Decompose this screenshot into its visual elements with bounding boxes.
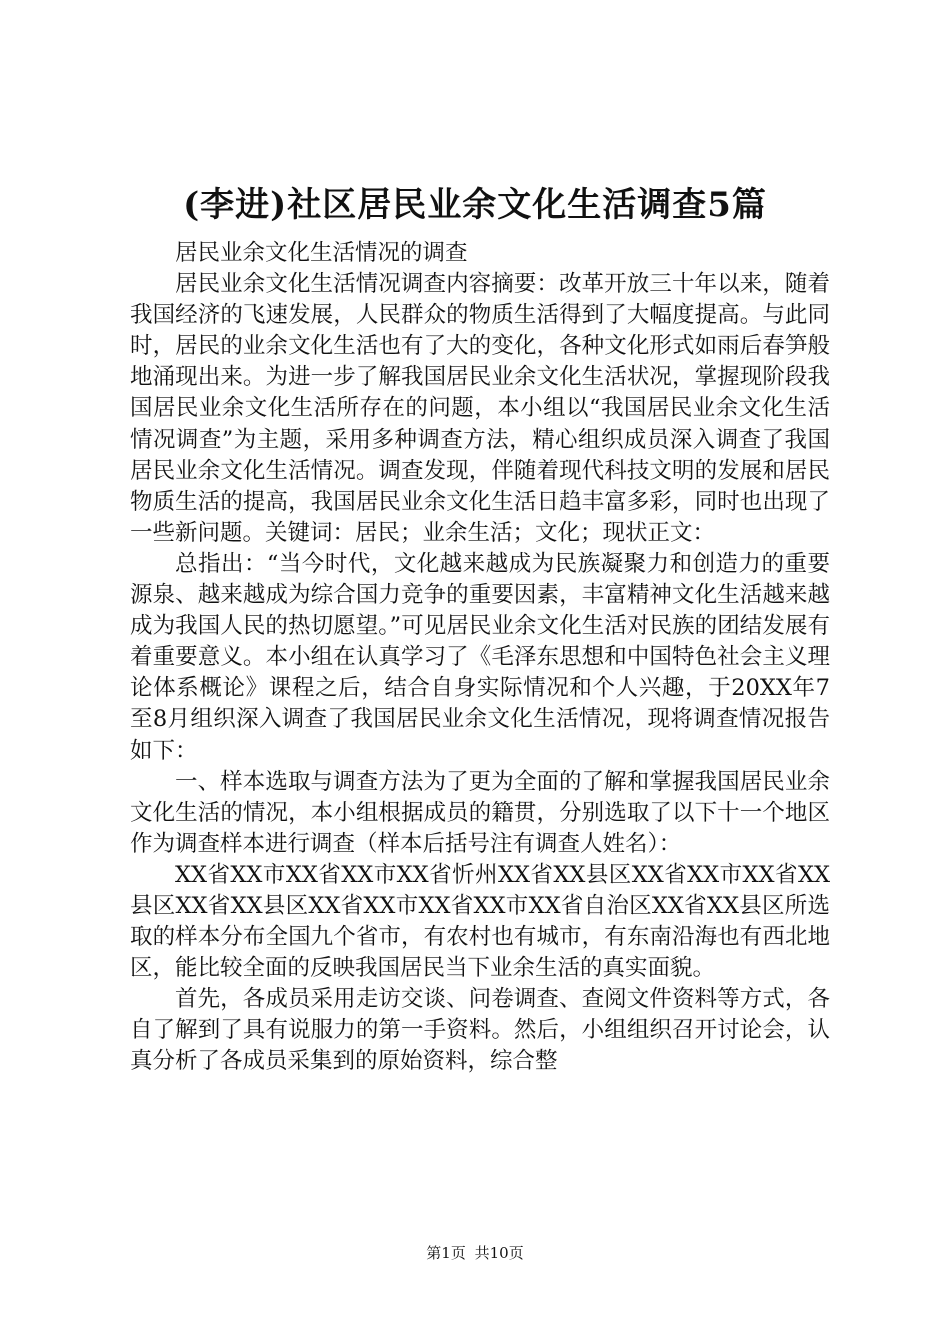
paragraph-subtitle: 居民业余文化生活情况的调查 xyxy=(175,240,468,266)
page-number: 第1页 xyxy=(426,1244,466,1262)
paragraph-samples: XX省XX市XX省XX市XX省忻州XX省XX县区XX省XX市XX省XX县区XX省XX县区XX省XX市XX省XX市XX省自治区XX省XX县区所选取的样本分布全国九个省市，有农村也有城市，有东南沿海也有西北地区，能比较全面的反映我国居民当下业余生活的真实面貌。 xyxy=(130,861,830,982)
document-body xyxy=(130,238,830,1078)
page-total: 共10页 xyxy=(474,1244,524,1262)
paragraph-intro: 总指出：“当今时代，文化越来越成为民族凝聚力和创造力的重要源泉、越来越成为综合国力竞争的重要因素，丰富精神文化生活越来越成为我国人民的热切愿望。”可见居民业余文化生活对民族的团结发展有着重要意义。本小组在认真学习了《毛泽东思想和中国特色社会主义理论体系概论》课程之后，结合自身实际情况和个人兴趣，于20XX年7至8月组织深入调查了我国居民业余文化生活情况，现将调查情况报告如下： xyxy=(130,550,830,764)
paragraph-abstract: 居民业余文化生活情况调查内容摘要：改革开放三十年以来，随着我国经济的飞速发展，人民群众的物质生活得到了大幅度提高。与此同时，居民的业余文化生活也有了大的变化，各种文化形式如雨后春笋般地涌现出来。为进一步了解我国居民业余文化生活状况，掌握现阶段我国居民业余文化生活所存在的问题，本小组以“我国居民业余文化生活情况调查”为主题，采用多种调查方法，精心组织成员深入调查了我国居民业余文化生活情况。调查发现，伴随着现代科技文明的发展和居民物质生活的提高，我国居民业余文化生活日趋丰富多彩，同时也出现了一些新问题。关键词：居民；业余生活；文化；现状正文： xyxy=(130,271,830,546)
paragraph-section-one: 一、样本选取与调查方法为了更为全面的了解和掌握我国居民业余文化生活的情况，本小组根据成员的籍贯，分别选取了以下十一个地区作为调查样本进行调查（样本后括号注有调查人姓名）： xyxy=(130,768,830,857)
paragraph-method: 首先，各成员采用走访交谈、问卷调查、查阅文件资料等方式，各自了解到了具有说服力的第一手资料。然后，小组组织召开讨论会，认真分析了各成员采集到的原始资料，综合整 xyxy=(130,986,830,1075)
document-title: (李进)社区居民业余文化生活调查5篇 xyxy=(183,185,767,225)
page-footer xyxy=(0,1243,950,1263)
